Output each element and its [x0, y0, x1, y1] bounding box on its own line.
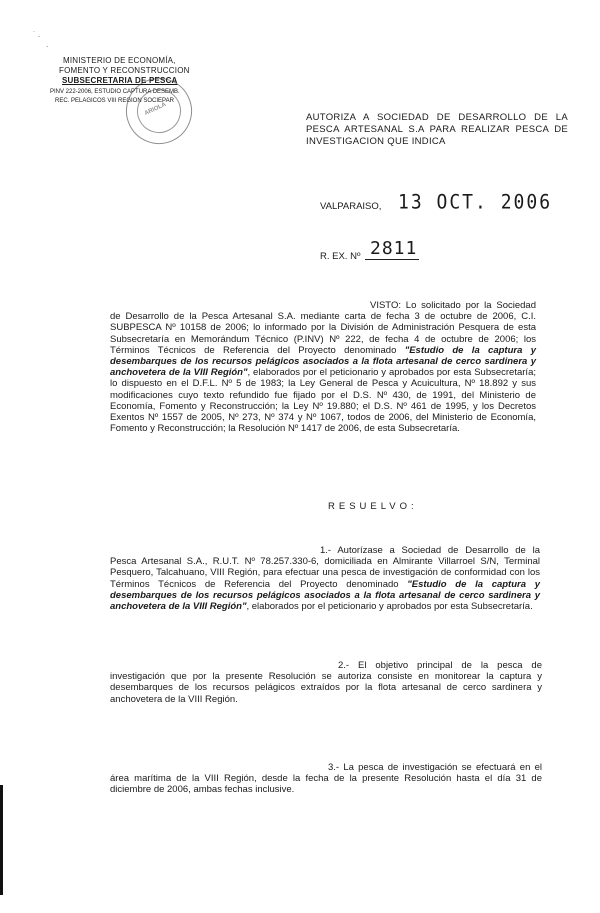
ministry-line-3: SUBSECRETARIA DE PESCA [62, 76, 178, 85]
ministry-line-1: MINISTERIO DE ECONOMÍA, [63, 56, 176, 65]
resuelvo-heading: RESUELVO: [328, 501, 418, 512]
resolution-number-label: R. EX. Nº [320, 251, 361, 262]
file-reference-line-2: REC. PELAGICOS VIII REGION SOCIEPAR [55, 98, 174, 104]
resolution-number-underline [365, 259, 419, 260]
ministry-line-2: FOMENTO Y RECONSTRUCCION [59, 66, 190, 75]
office-seal-inner-ring [130, 82, 188, 140]
visto-project-name: "Estudio de la captura y desembarques de los recursos pelágicos asociados a la flota artesanal de cerco sardinera y anchovetera de la VIII Región" [110, 344, 536, 379]
visto-text-1: VISTO: Lo solicitado por la Sociedad de Desarrollo de la Pesca Artesanal S.A. mediante carta de fecha 3 de octubre de 2006, C.I. SUBPESCA Nº 10158 de 2006; lo informado por la División de Administración Pesquera de esta Subsecretaría en Memorándum Técnico (P.INV) Nº 222, de fecha 4 de octubre de 2006; los Términos Técnicos de Referencia del Proyecto denominado [110, 300, 536, 356]
point-1-paragraph [110, 545, 540, 612]
resolution-number: 2811 [370, 238, 418, 259]
office-seal-text: ARIOLA [143, 101, 168, 117]
point-1-text-2: , elaborados por el peticionario y aprobados por esta Subsecretaría. [246, 601, 533, 613]
visto-text-2: , elaborados por el peticionario y aprobados por esta Subsecretaría; lo dispuesto en el D.F.L. Nº 5 de 1983; la Ley General de Pesca y Acuicultura, Nº 18.892 y sus modificaciones cuyo texto refundido fue fijado por el D.S. Nº 430, de 1991, del Ministerio de Economía, Fomento y Reconstrucción; la Ley Nº 19.880; el D.S. Nº 461 de 1995, y los Decretos Exentos Nº 1557 de 2005, Nº 273, Nº 374 y Nº 1067, todos de 2006, del Ministerio de Economía, Fomento y Reconstrucción; la Resolución Nº 1417 de 2006, de esta Subsecretaría. [110, 367, 536, 435]
scan-edge-mark [0, 785, 3, 895]
file-reference-line-1: PINV 222-2006, ESTUDIO CAPTURA DESEMB. [50, 89, 180, 95]
point-2-paragraph: 2.- El objetivo principal de la pesca de investigación que por la presente Resolución se autoriza consiste en monitorear la captura y desembarques de los recursos pelágicos extraídos por la flota artesanal de cerco sardinera y anchovetera de la VIII Región. [110, 660, 542, 705]
point-1-project-name: "Estudio de la captura y desembarques de los recursos pelágicos asociados a la flota artesanal de cerco sardinera y anchovetera de la VIII Región" [110, 578, 540, 613]
resolution-title: AUTORIZA A SOCIEDAD DE DESARROLLO DE LA PESCA ARTESANAL S.A PARA REALIZAR PESCA DE INVESTIGACION QUE INDICA [306, 112, 568, 147]
place-label: VALPARAISO, [320, 201, 382, 212]
scan-speck: ˙ . [33, 30, 41, 39]
date-stamp: 13 OCT. 2006 [398, 190, 553, 215]
visto-paragraph [110, 300, 536, 434]
point-1-text-1: 1.- Autorízase a Sociedad de Desarrollo de la Pesca Artesanal S.A., R.U.T. Nº 78.257.330-6, domiciliada en Almirante Villarroel S/N, Terminal Pesquero, Talcahuano, VIII Región, para efectuar una pesca de investigación de conformidad con los Términos Técnicos de Referencia del Proyecto denominado [110, 545, 540, 590]
scan-speck: . [46, 40, 49, 49]
point-3-paragraph: 3.- La pesca de investigación se efectuará en el área marítima de la VIII Región, desde la fecha de la presente Resolución hasta el día 31 de diciembre de 2006, ambas fechas inclusive. [110, 762, 542, 796]
